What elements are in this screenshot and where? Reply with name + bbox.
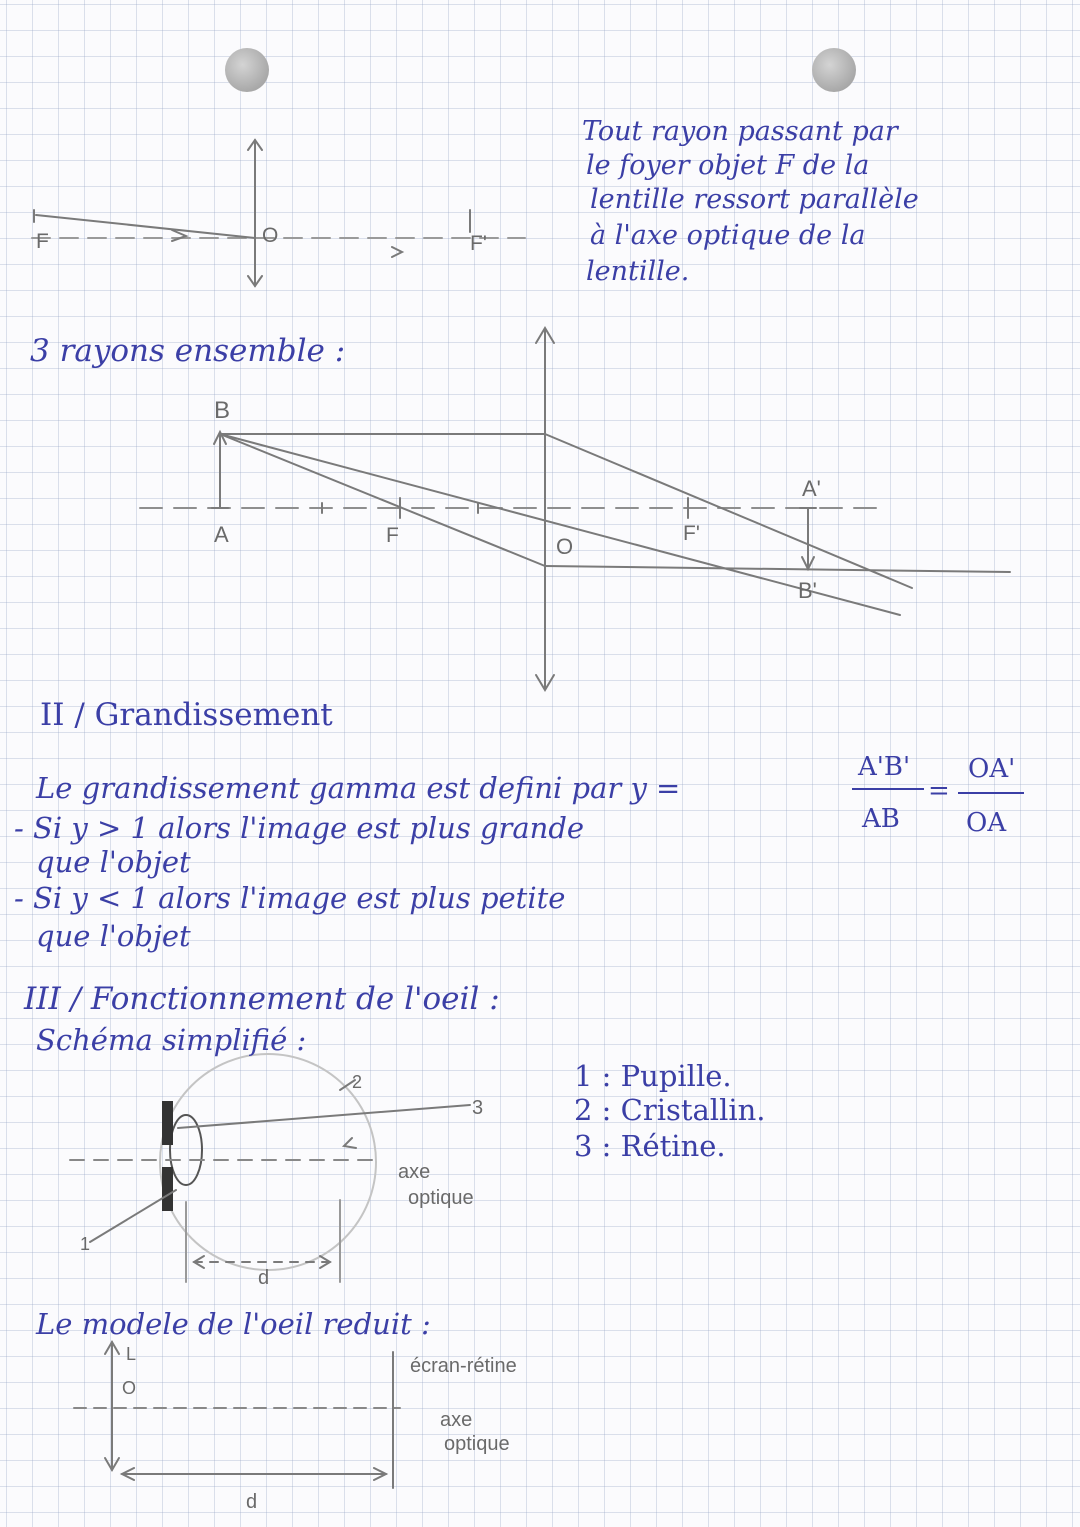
fig1-label-F-prime: F' <box>470 232 487 255</box>
label-A-prime: A' <box>802 476 821 501</box>
legend-item-2: 2 : Cristallin. <box>574 1093 766 1127</box>
note-line-3: lentille ressort parallèle <box>590 184 919 215</box>
model-ecran-label: écran-rétine <box>410 1355 517 1377</box>
bullet1-line2: que l'objet <box>36 845 191 879</box>
note-line-2: le foyer objet F de la <box>586 150 870 181</box>
grandissement-definition: Le grandissement gamma est defini par y = <box>36 771 681 805</box>
oeil-heading: III / Fonctionnement de l'oeil : <box>24 981 500 1017</box>
label-B: B <box>214 397 231 424</box>
model-label-d: d <box>246 1491 258 1513</box>
bullet2-line2: que l'objet <box>36 919 191 953</box>
label-B-prime: B' <box>798 578 817 603</box>
fraction1-bar <box>852 788 924 790</box>
bullet1-line1: - Si y > 1 alors l'image est plus grande <box>14 811 585 845</box>
modele-heading: Le modele de l'oeil reduit : <box>36 1307 431 1341</box>
eye-num-3: 3 <box>472 1097 484 1119</box>
note-line-5: lentille. <box>586 256 690 287</box>
bullet2-line1: - Si y < 1 alors l'image est plus petite <box>14 881 566 915</box>
note-line-4: à l'axe optique de la <box>590 220 866 251</box>
model-label-O: O <box>122 1378 137 1398</box>
grandissement-heading: II / Grandissement <box>40 697 333 733</box>
model-label-L: L <box>126 1344 137 1364</box>
reduced-eye-diagram <box>74 1342 400 1488</box>
legend-item-1: 1 : Pupille. <box>574 1059 732 1093</box>
oeil-subheading: Schéma simplifié : <box>36 1023 307 1057</box>
fraction2-bar <box>958 792 1024 794</box>
fraction1-denominator: AB <box>862 804 900 834</box>
pupil-top <box>163 1102 172 1144</box>
eye-num-1: 1 <box>80 1234 91 1254</box>
fraction-equals: = <box>928 776 950 806</box>
figure1-diagram <box>32 140 525 286</box>
rays-title: 3 rayons ensemble : <box>30 333 346 369</box>
label-F-prime: F' <box>683 522 700 545</box>
three-rays-diagram <box>140 328 1010 690</box>
fraction2-numerator: OA' <box>968 754 1016 784</box>
note-line-1: Tout rayon passant par <box>582 116 898 147</box>
eye-axe-2: optique <box>408 1187 474 1209</box>
eye-axe-1: axe <box>398 1161 431 1183</box>
fraction1-numerator: A'B' <box>858 752 911 782</box>
fraction2-denominator: OA <box>966 808 1007 838</box>
fig1-label-F: F <box>36 230 49 253</box>
model-axe-1: axe <box>440 1409 473 1431</box>
label-F: F <box>386 524 399 547</box>
label-A: A <box>214 522 229 547</box>
ray-1 <box>36 215 255 238</box>
ray-focus <box>220 434 545 566</box>
model-axe-2: optique <box>444 1433 510 1455</box>
fig1-label-O: O <box>262 224 279 247</box>
eye-num-2: 2 <box>352 1072 363 1092</box>
label-O: O <box>556 534 574 559</box>
legend-item-3: 3 : Rétine. <box>574 1129 726 1163</box>
eye-label-d: d <box>258 1267 270 1289</box>
pupil-bottom <box>163 1168 172 1210</box>
